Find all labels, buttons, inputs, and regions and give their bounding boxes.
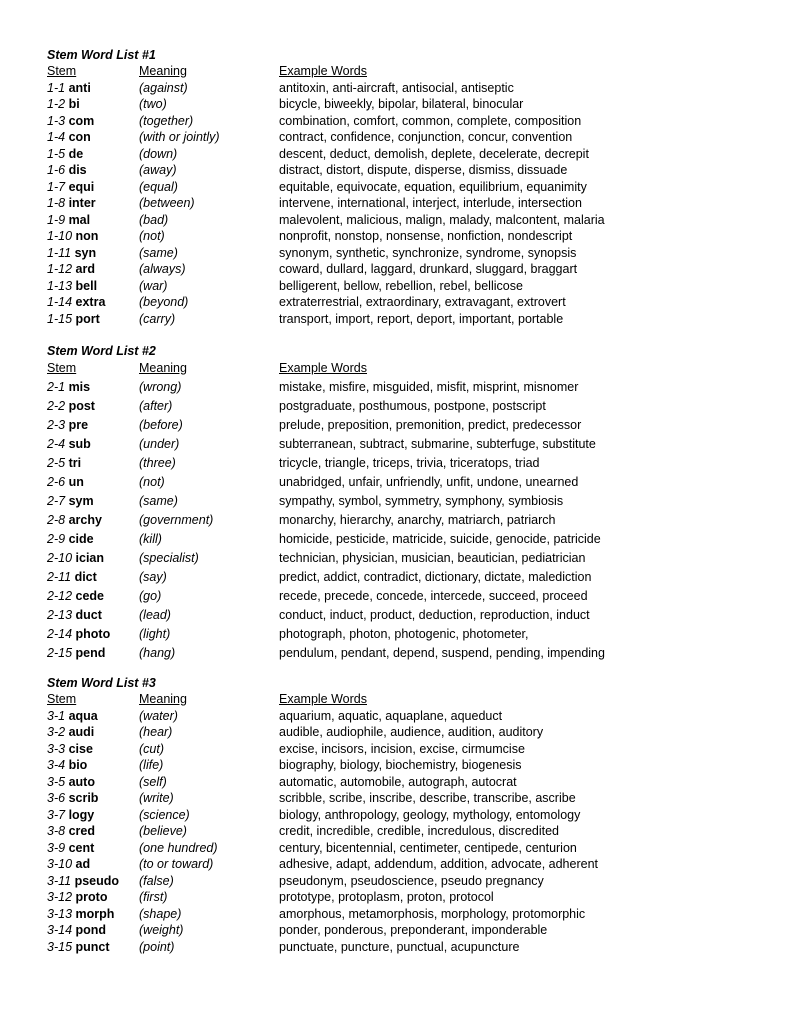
example-words-cell: sympathy, symbol, symmetry, symphony, symbiosis [279, 494, 564, 508]
meaning-cell: (wrong) [139, 380, 182, 394]
stem-word: mal [68, 212, 91, 227]
example-words-cell: technician, physician, musician, beautician, pediatrician [279, 551, 586, 565]
meaning-cell: (say) [139, 570, 167, 584]
stem-word: inter [68, 196, 96, 210]
stem-word: photo [75, 627, 111, 641]
example-words-cell: bicycle, biweekly, bipolar, bilateral, binocular [279, 97, 524, 111]
meaning-cell: (weight) [139, 923, 184, 937]
stem-cell [47, 146, 83, 163]
stem-cell [47, 922, 106, 939]
stem-word-list-3 [47, 675, 767, 955]
meaning-cell: (before) [139, 418, 183, 432]
stem-row [47, 873, 767, 890]
stem-number: 1-6 [47, 163, 66, 177]
stem-cell [47, 311, 100, 328]
stem-cell [47, 549, 104, 568]
example-words-cell: punctuate, puncture, punctual, acupuncture [279, 939, 520, 954]
example-words-cell: nonprofit, nonstop, nonsense, nonfiction, nondescript [279, 229, 573, 243]
stem-cell [47, 807, 94, 824]
stem-cell [47, 587, 104, 606]
stem-row [47, 195, 767, 212]
stem-number: 1-9 [47, 212, 66, 227]
stem-word: auto [68, 774, 95, 789]
stem-number: 3-14 [47, 923, 73, 937]
stem-cell [47, 245, 96, 262]
stem-number: 1-12 [47, 262, 73, 276]
meaning-cell: (self) [139, 774, 167, 789]
stem-column-header: Stem [47, 692, 77, 706]
stem-row [47, 568, 767, 587]
example-words-cell: prototype, protoplasm, proton, protocol [279, 890, 494, 904]
example-words-cell: mistake, misfire, misguided, misfit, misprint, misnomer [279, 380, 579, 394]
stem-cell [47, 113, 94, 130]
stem-word: cred [68, 824, 95, 838]
stem-cell [47, 625, 110, 644]
meaning-cell: (after) [139, 399, 173, 413]
example-words-cell: monarchy, hierarchy, anarchy, matriarch, patriarch [279, 513, 556, 527]
meaning-cell: (carry) [139, 311, 176, 326]
meaning-cell: (write) [139, 791, 174, 805]
example-words-cell: automatic, automobile, autograph, autocrat [279, 774, 517, 789]
stem-cell [47, 80, 91, 97]
stem-row [47, 146, 767, 163]
meaning-cell: (hear) [139, 725, 173, 739]
stem-cell [47, 856, 90, 873]
meaning-cell: (same) [139, 494, 178, 508]
meaning-cell: (down) [139, 146, 178, 161]
stem-number: 2-11 [47, 570, 72, 584]
stem-number: 2-1 [47, 380, 66, 394]
stem-row [47, 129, 767, 146]
column-header-row [47, 359, 767, 378]
example-words-cell: belligerent, bellow, rebellion, rebel, bellicose [279, 278, 523, 293]
stem-cell [47, 790, 98, 807]
examples-column-header: Example Words [279, 692, 367, 706]
meaning-cell: (not) [139, 229, 165, 243]
stem-row [47, 278, 767, 295]
stem-word: dict [74, 570, 97, 584]
meaning-cell: (two) [139, 97, 167, 111]
stem-number: 1-8 [47, 196, 66, 210]
list-title: Stem Word List #3 [47, 676, 156, 690]
example-words-cell: excise, incisors, incision, excise, cirmumcise [279, 741, 525, 756]
stem-number: 2-7 [47, 494, 66, 508]
stem-number: 3-2 [47, 725, 66, 739]
stem-row [47, 625, 767, 644]
example-words-cell: homicide, pesticide, matricide, suicide, genocide, patricide [279, 532, 601, 546]
stem-cell [47, 774, 95, 791]
stem-word: aqua [68, 708, 98, 723]
stem-row [47, 492, 767, 511]
stem-number: 3-9 [47, 840, 66, 855]
example-words-cell: biology, anthropology, geology, mythology, entomology [279, 807, 581, 822]
stem-word: pseudo [74, 873, 120, 888]
stem-word: sub [68, 437, 91, 451]
stem-word: dis [68, 163, 87, 177]
stem-word: ard [75, 262, 95, 276]
stem-number: 1-13 [47, 278, 73, 293]
meaning-cell: (three) [139, 456, 176, 470]
stem-word: audi [68, 725, 95, 739]
example-words-cell: pendulum, pendant, depend, suspend, pending, impending [279, 646, 605, 660]
stem-number: 1-5 [47, 146, 66, 161]
stem-word: anti [68, 80, 91, 95]
stem-cell [47, 823, 95, 840]
stem-word: bio [68, 758, 88, 772]
stem-row [47, 856, 767, 873]
stem-row [47, 724, 767, 741]
stem-number: 3-6 [47, 791, 66, 805]
meaning-column-header: Meaning [139, 361, 187, 375]
example-words-cell: contract, confidence, conjunction, concur, convention [279, 130, 573, 144]
stem-row [47, 113, 767, 130]
stem-row [47, 757, 767, 774]
meaning-cell: (same) [139, 245, 178, 260]
stem-cell [47, 568, 97, 587]
stem-number: 2-10 [47, 551, 73, 565]
stem-word: ician [75, 551, 105, 565]
meaning-cell: (against) [139, 80, 188, 95]
example-words-cell: adhesive, adapt, addendum, addition, advocate, adherent [279, 857, 598, 871]
stem-cell [47, 378, 90, 397]
example-words-cell: credit, incredible, credible, incredulous, discredited [279, 824, 560, 838]
stem-number: 1-7 [47, 179, 66, 194]
stem-cell [47, 840, 94, 857]
meaning-column-header: Meaning [139, 692, 187, 706]
stem-word: morph [75, 906, 115, 921]
stem-cell [47, 162, 87, 179]
stem-row [47, 889, 767, 906]
stem-row [47, 378, 767, 397]
meaning-cell: (lead) [139, 608, 171, 622]
stem-word: cide [68, 532, 94, 546]
stem-number: 1-4 [47, 130, 66, 144]
example-words-cell: subterranean, subtract, submarine, subterfuge, substitute [279, 437, 596, 451]
example-words-cell: descent, deduct, demolish, deplete, decelerate, decrepit [279, 146, 589, 161]
stem-number: 2-3 [47, 418, 66, 432]
stem-number: 2-14 [47, 627, 73, 641]
stem-row [47, 162, 767, 179]
stem-cell [47, 873, 119, 890]
stem-cell [47, 294, 105, 311]
stem-row [47, 80, 767, 97]
stem-number: 1-15 [47, 311, 73, 326]
stem-cell [47, 906, 114, 923]
stem-word: punct [75, 939, 110, 954]
stem-number: 3-15 [47, 939, 73, 954]
stem-row [47, 790, 767, 807]
stem-word: equi [68, 179, 95, 194]
stem-word-list-1 [47, 47, 767, 327]
meaning-cell: (first) [139, 890, 168, 904]
stem-word: bell [75, 278, 98, 293]
list-title: Stem Word List #1 [47, 48, 156, 62]
stem-row [47, 261, 767, 278]
column-header-row [47, 691, 767, 708]
examples-column-header: Example Words [279, 64, 367, 78]
example-words-cell: antitoxin, anti-aircraft, antisocial, antiseptic [279, 80, 514, 95]
meaning-cell: (hang) [139, 646, 176, 660]
example-words-cell: recede, precede, concede, intercede, succeed, proceed [279, 589, 588, 603]
stem-number: 1-3 [47, 113, 66, 128]
stem-row [47, 807, 767, 824]
meaning-cell: (equal) [139, 179, 178, 194]
stem-word: logy [68, 807, 95, 822]
stem-number: 2-12 [47, 589, 73, 603]
example-words-cell: unabridged, unfair, unfriendly, unfit, undone, unearned [279, 475, 579, 489]
stem-cell [47, 195, 96, 212]
stem-row [47, 644, 767, 663]
example-words-cell: transport, import, report, deport, important, portable [279, 311, 564, 326]
stem-row [47, 96, 767, 113]
stem-word: port [75, 311, 100, 326]
stem-row [47, 228, 767, 245]
stem-row [47, 397, 767, 416]
stem-word: pend [75, 646, 106, 660]
example-words-cell: audible, audiophile, audience, audition, auditory [279, 725, 544, 739]
stem-cell [47, 644, 105, 663]
stem-row [47, 435, 767, 454]
stem-word: bi [68, 97, 80, 111]
stem-number: 3-10 [47, 857, 73, 871]
example-words-cell: amorphous, metamorphosis, morphology, protomorphic [279, 906, 586, 921]
stem-word: post [68, 399, 95, 413]
stem-number: 1-2 [47, 97, 66, 111]
example-words-cell: combination, comfort, common, complete, composition [279, 113, 582, 128]
stem-number: 1-14 [47, 295, 73, 309]
meaning-cell: (beyond) [139, 295, 189, 309]
stem-cell [47, 454, 81, 473]
stem-word: un [68, 475, 84, 489]
meaning-cell: (with or jointly) [139, 130, 220, 144]
stem-cell [47, 511, 102, 530]
stem-number: 3-5 [47, 774, 66, 789]
example-words-cell: ponder, ponderous, preponderant, imponderable [279, 923, 548, 937]
stem-word: sym [68, 494, 94, 508]
stem-word: tri [68, 456, 82, 470]
stem-cell [47, 416, 88, 435]
stem-number: 3-4 [47, 758, 66, 772]
meaning-column-header: Meaning [139, 64, 187, 78]
stem-row [47, 530, 767, 549]
stem-cell [47, 708, 98, 725]
example-words-cell: coward, dullard, laggard, drunkard, sluggard, braggart [279, 262, 578, 276]
meaning-cell: (war) [139, 278, 168, 293]
stem-row [47, 741, 767, 758]
stem-word: cede [75, 589, 105, 603]
stem-cell [47, 530, 94, 549]
example-words-cell: photograph, photon, photogenic, photometer, [279, 627, 529, 641]
stem-cell [47, 606, 102, 625]
example-words-cell: postgraduate, posthumous, postpone, postscript [279, 399, 546, 413]
meaning-cell: (together) [139, 113, 194, 128]
stem-number: 2-4 [47, 437, 66, 451]
stem-row [47, 587, 767, 606]
stem-cell [47, 741, 93, 758]
meaning-cell: (bad) [139, 212, 169, 227]
meaning-cell: (go) [139, 589, 162, 603]
stem-row [47, 511, 767, 530]
column-header-row [47, 63, 767, 80]
meaning-cell: (under) [139, 437, 180, 451]
stem-row [47, 549, 767, 568]
example-words-cell: prelude, preposition, premonition, predict, predecessor [279, 418, 582, 432]
example-words-cell: tricycle, triangle, triceps, trivia, triceratops, triad [279, 456, 540, 470]
stem-cell [47, 724, 94, 741]
stem-cell [47, 435, 91, 454]
list-title: Stem Word List #2 [47, 344, 156, 358]
stem-row [47, 922, 767, 939]
stem-row [47, 939, 767, 956]
meaning-cell: (light) [139, 627, 171, 641]
meaning-cell: (water) [139, 708, 178, 723]
example-words-cell: malevolent, malicious, malign, malady, malcontent, malaria [279, 212, 605, 227]
stem-cell [47, 492, 94, 511]
meaning-cell: (to or toward) [139, 857, 214, 871]
examples-column-header: Example Words [279, 361, 367, 375]
stem-row [47, 311, 767, 328]
stem-number: 3-11 [47, 873, 72, 888]
stem-row [47, 416, 767, 435]
stem-row [47, 473, 767, 492]
example-words-cell: equitable, equivocate, equation, equilibrium, equanimity [279, 179, 587, 194]
stem-word: pre [68, 418, 89, 432]
meaning-cell: (kill) [139, 532, 162, 546]
stem-cell [47, 129, 91, 146]
stem-row [47, 179, 767, 196]
stem-row [47, 774, 767, 791]
meaning-cell: (cut) [139, 741, 164, 756]
stem-number: 3-3 [47, 741, 66, 756]
stem-number: 1-1 [47, 80, 66, 95]
stem-number: 2-2 [47, 399, 66, 413]
stem-word: com [68, 113, 95, 128]
stem-cell [47, 212, 90, 229]
stem-cell [47, 228, 98, 245]
stem-cell [47, 397, 95, 416]
example-words-cell: synonym, synthetic, synchronize, syndrome, synopsis [279, 245, 577, 260]
meaning-cell: (shape) [139, 906, 182, 921]
example-words-cell: extraterrestrial, extraordinary, extravagant, extrovert [279, 295, 566, 309]
stem-number: 3-1 [47, 708, 66, 723]
stem-word: cent [68, 840, 95, 855]
stem-number: 3-8 [47, 824, 66, 838]
stem-number: 3-13 [47, 906, 73, 921]
example-words-cell: intervene, international, interject, interlude, intersection [279, 196, 582, 210]
stem-word: archy [68, 513, 102, 527]
meaning-cell: (always) [139, 262, 186, 276]
stem-row [47, 708, 767, 725]
stem-number: 3-12 [47, 890, 73, 904]
stem-cell [47, 278, 97, 295]
document-page [47, 47, 767, 955]
example-words-cell: conduct, induct, product, deduction, reproduction, induct [279, 608, 590, 622]
stem-word: non [75, 229, 99, 243]
stem-word-list-2 [47, 343, 767, 663]
example-words-cell: aquarium, aquatic, aquaplane, aqueduct [279, 708, 503, 723]
stem-row [47, 212, 767, 229]
stem-cell [47, 757, 87, 774]
meaning-cell: (away) [139, 163, 177, 177]
stem-word: extra [75, 295, 106, 309]
stem-row [47, 823, 767, 840]
stem-cell [47, 96, 80, 113]
stem-row [47, 606, 767, 625]
stem-number: 3-7 [47, 807, 66, 822]
meaning-cell: (between) [139, 196, 195, 210]
stem-number: 2-15 [47, 646, 73, 660]
example-words-cell: distract, distort, dispute, disperse, dismiss, dissuade [279, 163, 568, 177]
stem-row [47, 906, 767, 923]
stem-number: 1-11 [47, 245, 72, 260]
stem-word: proto [75, 890, 108, 904]
meaning-cell: (believe) [139, 824, 187, 838]
stem-number: 2-13 [47, 608, 73, 622]
stem-word: duct [75, 608, 102, 622]
example-words-cell: predict, addict, contradict, dictionary, dictate, malediction [279, 570, 592, 584]
stem-word: cise [68, 741, 93, 756]
meaning-cell: (specialist) [139, 551, 199, 565]
stem-word: mis [68, 380, 91, 394]
meaning-cell: (not) [139, 475, 165, 489]
stem-number: 1-10 [47, 229, 73, 243]
example-words-cell: century, bicentennial, centimeter, centipede, centurion [279, 840, 577, 855]
example-words-cell: biography, biology, biochemistry, biogenesis [279, 758, 522, 772]
stem-number: 2-9 [47, 532, 66, 546]
example-words-cell: pseudonym, pseudoscience, pseudo pregnancy [279, 873, 544, 888]
stem-cell [47, 473, 84, 492]
stem-row [47, 245, 767, 262]
stem-column-header: Stem [47, 361, 77, 375]
meaning-cell: (one hundred) [139, 840, 218, 855]
stem-column-header: Stem [47, 64, 77, 78]
example-words-cell: scribble, scribe, inscribe, describe, transcribe, ascribe [279, 791, 576, 805]
meaning-cell: (science) [139, 807, 190, 822]
meaning-cell: (false) [139, 873, 174, 888]
stem-word: syn [74, 245, 97, 260]
stem-cell [47, 261, 95, 278]
stem-row [47, 840, 767, 857]
stem-number: 2-6 [47, 475, 66, 489]
meaning-cell: (government) [139, 513, 214, 527]
stem-word: de [68, 146, 84, 161]
stem-cell [47, 179, 94, 196]
stem-cell [47, 889, 107, 906]
stem-cell [47, 939, 110, 956]
stem-word: ad [75, 857, 91, 871]
meaning-cell: (point) [139, 939, 175, 954]
stem-row [47, 454, 767, 473]
stem-number: 2-8 [47, 513, 66, 527]
meaning-cell: (life) [139, 758, 164, 772]
stem-word: con [68, 130, 91, 144]
stem-number: 2-5 [47, 456, 66, 470]
stem-row [47, 294, 767, 311]
stem-word: pond [75, 923, 107, 937]
stem-word: scrib [68, 791, 99, 805]
